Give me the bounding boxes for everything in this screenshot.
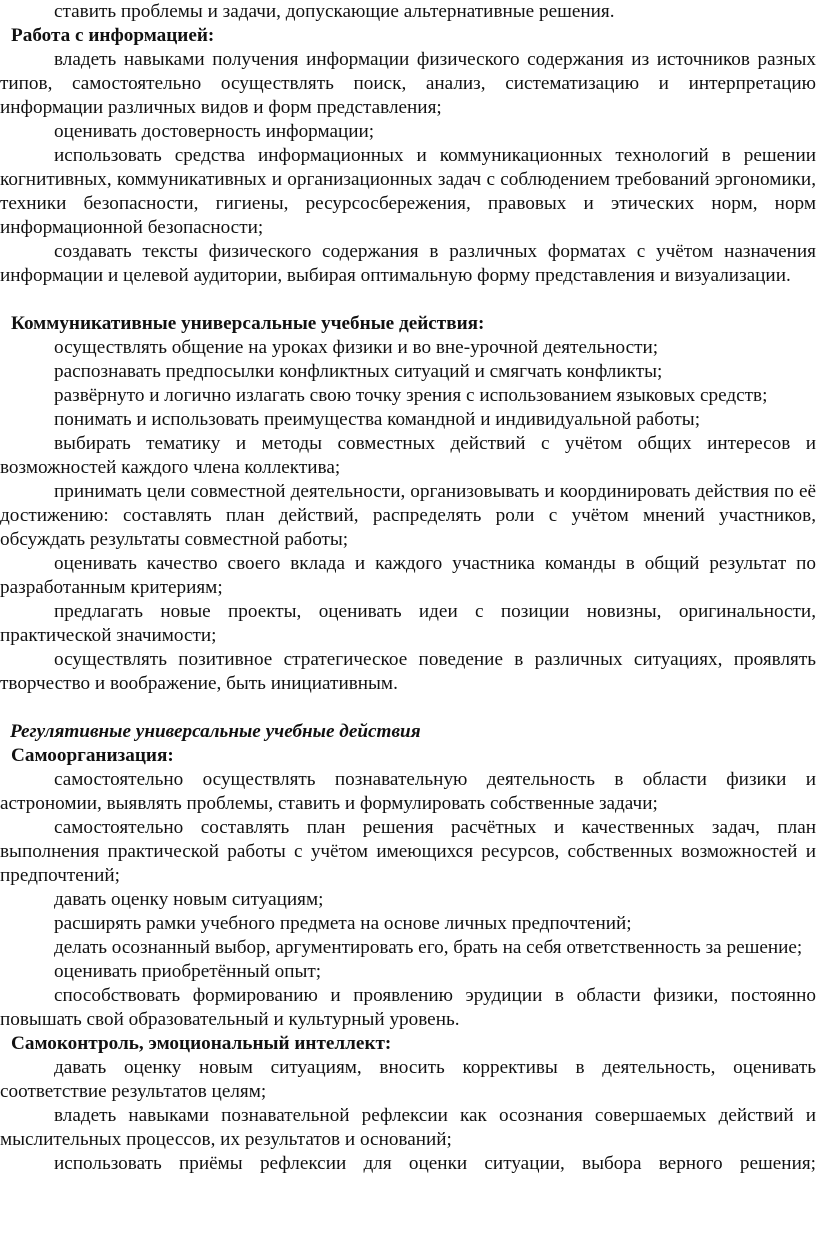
section-heading-information: Работа с информацией: (11, 25, 215, 46)
paragraph: расширять рамки учебного предмета на основе личных предпочтений; (54, 913, 632, 934)
paragraph: развёрнуто и логично излагать свою точку зрения с использованием языковых средств; (54, 385, 768, 406)
paragraph: оценивать приобретённый опыт; (54, 961, 322, 982)
paragraph: оценивать достоверность информации; (54, 121, 375, 142)
paragraph: способствовать формированию и проявлению эрудиции в области физики, постоянно повышать свой образовательный и культурный уровень. (0, 985, 816, 1030)
paragraph: осуществлять общение на уроках физики и во вне-урочной деятельности; (54, 337, 659, 358)
paragraph: самостоятельно составлять план решения расчётных и качественных задач, план выполнения практической работы с учётом имеющихся ресурсов, собственных возможностей и предпочтений; (0, 817, 816, 886)
spacer (0, 696, 816, 720)
paragraph: оценивать качество своего вклада и каждого участника команды в общий результат по разработанным критериям; (0, 553, 816, 598)
paragraph: создавать тексты физического содержания в различных форматах с учётом назначения информации и целевой аудитории, выбирая оптимальную форму представления и визуализации. (0, 241, 816, 286)
spacer (0, 288, 816, 312)
paragraph: давать оценку новым ситуациям; (54, 889, 324, 910)
paragraph: понимать и использовать преимущества командной и индивидуальной работы; (54, 409, 701, 430)
subsection-heading-self-organization: Самоорганизация: (11, 745, 174, 766)
paragraph: предлагать новые проекты, оценивать идеи с позиции новизны, оригинальности, практической значимости; (0, 601, 816, 646)
paragraph: владеть навыками получения информации физического содержания из источников разных типов, самостоятельно осуществлять поиск, анализ, систематизацию и интерпретацию информации различных видов и форм представления; (0, 49, 816, 118)
section-heading-regulatory: Регулятивные универсальные учебные действия (10, 721, 421, 742)
paragraph: самостоятельно осуществлять познавательную деятельность в области физики и астрономии, выявлять проблемы, ставить и формулировать собственные задачи; (0, 769, 816, 814)
section-heading-communicative: Коммуникативные универсальные учебные действия: (11, 313, 485, 334)
paragraph: делать осознанный выбор, аргументировать его, брать на себя ответственность за решение; (54, 937, 803, 958)
paragraph: принимать цели совместной деятельности, организовывать и координировать действия по её достижению: составлять план действий, распределять роли с учётом мнений участников, обсуждать результаты совместной работы; (0, 481, 816, 550)
paragraph: давать оценку новым ситуациям, вносить коррективы в деятельность, оценивать соответствие результатов целям; (0, 1057, 816, 1102)
paragraph: распознавать предпосылки конфликтных ситуаций и смягчать конфликты; (54, 361, 663, 382)
paragraph: использовать приёмы рефлексии для оценки ситуации, выбора верного решения; (54, 1153, 816, 1174)
subsection-heading-self-control: Самоконтроль, эмоциональный интеллект: (11, 1033, 392, 1054)
paragraph: осуществлять позитивное стратегическое поведение в различных ситуациях, проявлять творчество и воображение, быть инициативным. (0, 649, 816, 694)
paragraph: использовать средства информационных и коммуникационных технологий в решении когнитивных, коммуникативных и организационных задач с соблюдением требований эргономики, техники безопасности, гигиены, ресурсосбережения, правовых и этических норм, норм информационной безопасности; (0, 145, 816, 238)
paragraph: выбирать тематику и методы совместных действий с учётом общих интересов и возможностей каждого члена коллектива; (0, 433, 816, 478)
paragraph: владеть навыками познавательной рефлексии как осознания совершаемых действий и мыслительных процессов, их результатов и оснований; (0, 1105, 816, 1150)
paragraph: ставить проблемы и задачи, допускающие альтернативные решения. (54, 1, 615, 22)
